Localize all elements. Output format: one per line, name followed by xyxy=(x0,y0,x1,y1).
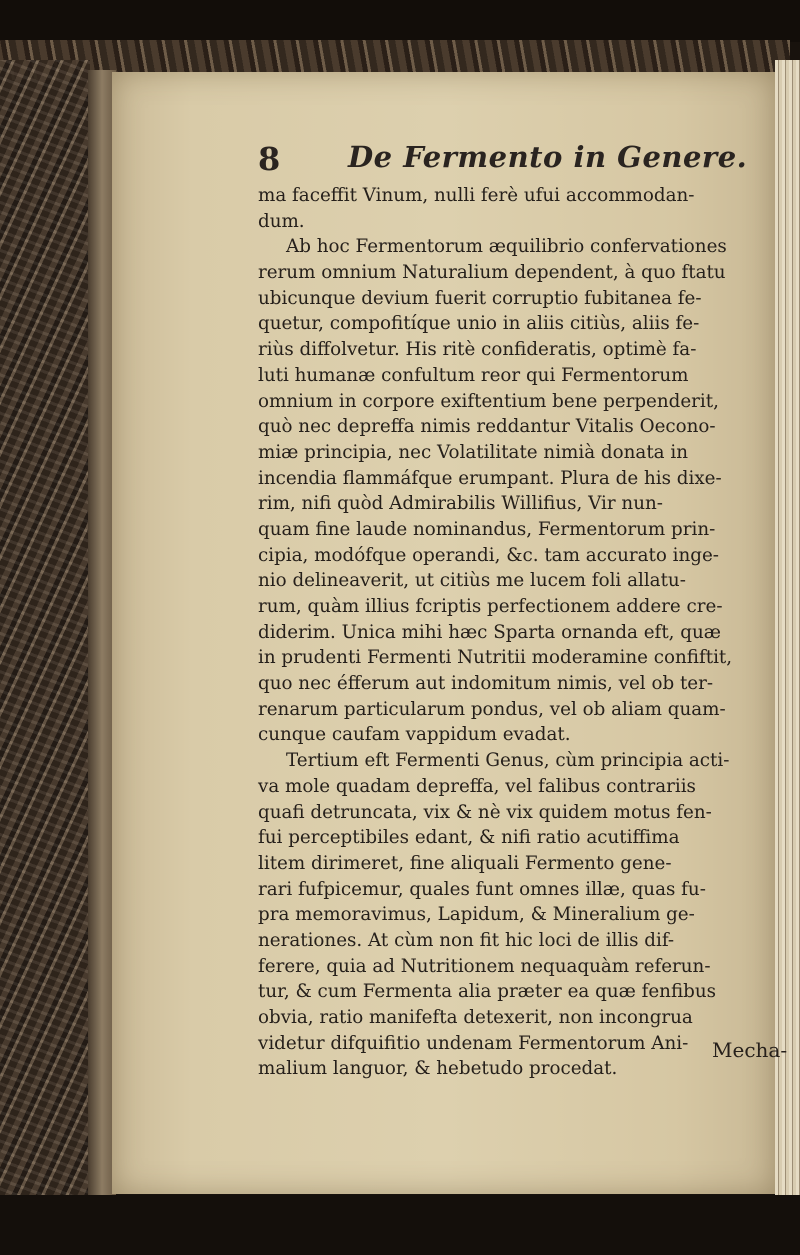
text-line: cipia, modófque operandi, &c. tam accurato inge- xyxy=(258,544,719,566)
dark-background-bottom xyxy=(0,1195,800,1255)
text-line: renarum particularum pondus, vel ob aliam quam- xyxy=(258,698,726,720)
text-line: ferere, quia ad Nutritionem nequaquàm referun- xyxy=(258,955,711,977)
text-line: rerum omnium Naturalium dependent, à quo ftatu xyxy=(258,262,726,284)
text-line: malium languor, & hebetudo procedat. xyxy=(258,1058,618,1080)
body-text xyxy=(258,183,778,1082)
text-line: quetur, compofitíque unio in aliis citiùs, aliis fe- xyxy=(258,313,700,335)
text-line: obvia, ratio manifefta detexerit, non incongrua xyxy=(258,1007,693,1028)
page-number: 8 xyxy=(258,140,281,178)
text-line: cunque caufam vappidum evadat. xyxy=(258,724,571,746)
text-line: pra memoravimus, Lapidum, & Mineralium ge- xyxy=(258,904,695,926)
text-line: miæ principia, nec Volatilitate nimià donata in xyxy=(258,441,688,463)
text-line: ubicunque devium fuerit corruptio fubitanea fe- xyxy=(258,287,702,309)
text-line: Tertium eft Fermenti Genus, cùm principia acti- xyxy=(286,750,730,772)
text-line: quò nec depreffa nimis reddantur Vitalis Oecono- xyxy=(258,416,716,438)
running-head: De Fermento in Genere. xyxy=(348,140,748,174)
text-line: rim, nifi quòd Admirabilis Willifius, Vir nun- xyxy=(258,493,663,515)
text-line: in prudenti Fermenti Nutritii moderamine confiftit, xyxy=(258,647,733,669)
text-line: Ab hoc Fermentorum æquilibrio confervationes xyxy=(286,236,727,258)
dark-background-top xyxy=(0,0,800,42)
text-line: incendia flammáfque erumpant. Plura de his dixe- xyxy=(258,467,722,489)
text-line: nerationes. At cùm non fit hic loci de illis dif- xyxy=(258,929,675,951)
text-line: dum. xyxy=(258,210,305,232)
text-line: quo nec éfferum aut indomitum nimis, vel ob ter- xyxy=(258,673,714,695)
text-line: rari fufpicemur, quales funt omnes illæ, quas fu- xyxy=(258,878,706,900)
page-header xyxy=(258,140,758,182)
text-line: diderim. Unica mihi hæc Sparta ornanda eft, quæ xyxy=(258,621,721,643)
text-line: quafi detruncata, vix & nè vix quidem motus fen- xyxy=(258,801,712,823)
text-line: va mole quadam depreffa, vel falibus contrariis xyxy=(258,775,696,797)
text-line: luti humanæ confultum reor qui Fermentorum xyxy=(258,364,689,386)
marbled-endpaper xyxy=(0,60,90,1200)
text-line: ma faceffit Vinum, nulli ferè ufui accommodan- xyxy=(258,185,695,206)
text-line: omnium in corpore exiftentium bene perpenderit, xyxy=(258,390,719,412)
page-edges xyxy=(775,60,800,1200)
text-line: rum, quàm illius fcriptis perfectionem addere cre- xyxy=(258,596,723,617)
text-line: quam fine laude nominandus, Fermentorum prin- xyxy=(258,518,716,540)
text-line: nio delineaverit, ut citiùs me lucem foli allatu- xyxy=(258,570,686,592)
text-line: fui perceptibiles edant, & nifi ratio acutiffima xyxy=(258,827,680,849)
text-line: litem dirimeret, fine aliquali Fermento gene- xyxy=(258,852,672,874)
text-line: riùs diffolvetur. His ritè confideratis, optimè fa- xyxy=(258,339,697,361)
catchword: Mecha- xyxy=(712,1038,788,1062)
text-line: tur, & cum Fermenta alia præter ea quæ fenfibus xyxy=(258,981,716,1003)
text-line: videtur difquifitio undenam Fermentorum Ani- xyxy=(258,1032,689,1054)
